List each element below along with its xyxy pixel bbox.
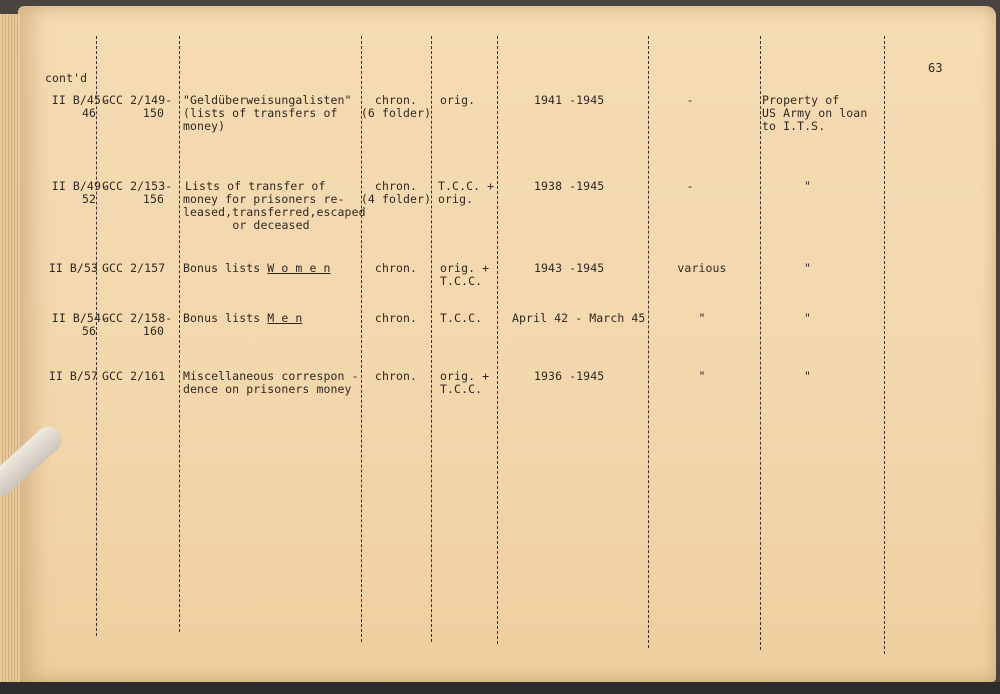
arrangement: chron. [374,369,418,383]
description-line [183,312,302,325]
column-rule [361,36,362,642]
column-rule [760,36,761,650]
page-stack-edge [0,14,20,694]
remarks-line: " [804,369,812,383]
form: orig. + [440,261,490,275]
ref-number-cont: 56 [81,324,96,338]
date-range: 1941 -1945 [534,93,605,107]
gcc-number: GCC 2/161 [102,369,166,383]
place: " [698,311,706,325]
arrangement: chron. [374,179,418,193]
description-underlined: M e n [267,311,303,325]
arrangement-detail: (4 folder) [360,192,432,206]
description-line: Lists of transfer of [185,179,326,193]
arrangement: chron. [374,93,418,107]
gcc-number: GCC 2/149- [102,93,173,107]
description-line: or deceased [232,218,310,232]
remarks-line: US Army on loan [762,106,868,120]
description-line: "Geldüberweisungalisten" [183,93,352,107]
gcc-number-cont: 160 [142,324,164,338]
place: various [677,261,727,275]
ref-number-cont: 46 [81,106,96,120]
ref-number-cont: 52 [81,192,96,206]
date-range: April 42 - March 45 [512,311,646,325]
place: - [686,179,694,193]
description-line [183,262,331,275]
remarks-line: Property of [762,93,840,107]
arrangement-detail: (6 folder) [360,106,432,120]
column-rule [648,36,649,648]
ref-number: II B/49- [51,179,108,193]
date-range: 1936 -1945 [534,369,605,383]
ref-number: II B/54- [51,311,108,325]
gcc-number: GCC 2/158- [102,311,173,325]
form: orig. [438,192,474,206]
column-rule [497,36,498,644]
place: " [698,369,706,383]
description-line: Miscellaneous correspon - [183,369,359,383]
ref-number: II B/45- [51,93,108,107]
date-range: 1943 -1945 [534,261,605,275]
column-rule [884,36,885,654]
description-text: Bonus lists [183,311,268,325]
column-rule [431,36,432,642]
remarks-line: to I.T.S. [762,119,826,133]
remarks-line: " [804,261,812,275]
binder-edge [0,682,1000,694]
description-line: (lists of transfers of [183,106,338,120]
ref-number: II B/57 [48,369,98,383]
place: - [686,93,694,107]
form: T.C.C. [440,311,483,325]
gcc-number-cont: 150 [142,106,164,120]
description-line: leased,transferred,escaped [183,205,366,219]
arrangement: chron. [374,311,418,325]
description-underlined: W o m e n [267,261,331,275]
description-line: money for prisoners re- [183,192,345,206]
gcc-number-cont: 156 [142,192,164,206]
remarks-line: " [804,311,812,325]
description-line: dence on prisoners money [183,382,352,396]
description-line: money) [183,119,226,133]
gcc-number: GCC 2/157 [102,261,166,275]
gcc-number: GCC 2/153- [102,179,173,193]
column-rule [179,36,180,632]
arrangement: chron. [374,261,418,275]
date-range: 1938 -1945 [534,179,605,193]
column-rule [96,36,97,636]
form: orig. [440,93,476,107]
form: T.C.C. [440,274,483,288]
description-text: Bonus lists [183,261,268,275]
continued-label: cont'd [45,71,88,85]
form: orig. + [440,369,490,383]
page-number: 63 [928,61,943,75]
form: T.C.C. + [438,179,495,193]
ref-number: II B/53 [48,261,98,275]
remarks-line: " [804,179,812,193]
form: T.C.C. [440,382,483,396]
